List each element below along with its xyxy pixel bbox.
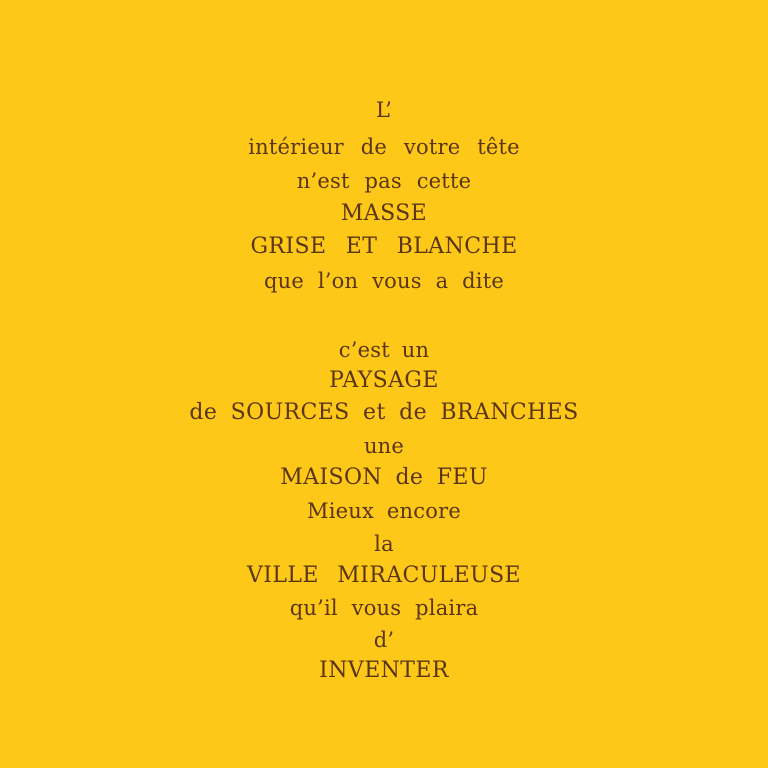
poem-line-9: de SOURCES et de BRANCHES: [189, 400, 579, 425]
poem-line-12: Mieux encore: [307, 499, 461, 523]
poem-line-10: une: [363, 434, 405, 458]
poem-line-7: c’est un: [338, 338, 430, 362]
poem-line-1: L’: [376, 98, 392, 122]
poem-line-3: n’est pas cette: [296, 169, 472, 193]
poem-line-2: intérieur de votre tête: [248, 135, 520, 159]
poem-line-8: PAYSAGE: [329, 368, 439, 393]
poem-line-17: INVENTER: [319, 658, 449, 683]
poem-line-11: MAISON de FEU: [280, 465, 488, 490]
poem-line-5: GRISE ET BLANCHE: [250, 234, 518, 259]
poem-line-15: qu’il vous plaira: [289, 596, 479, 620]
poem-line-14: VILLE MIRACULEUSE: [246, 563, 522, 588]
poem-line-4: MASSE: [340, 201, 428, 226]
poem-line-13: la: [374, 532, 394, 556]
poem-line-6: que l’on vous a dite: [263, 269, 504, 293]
poem-line-16: d’: [373, 628, 395, 652]
